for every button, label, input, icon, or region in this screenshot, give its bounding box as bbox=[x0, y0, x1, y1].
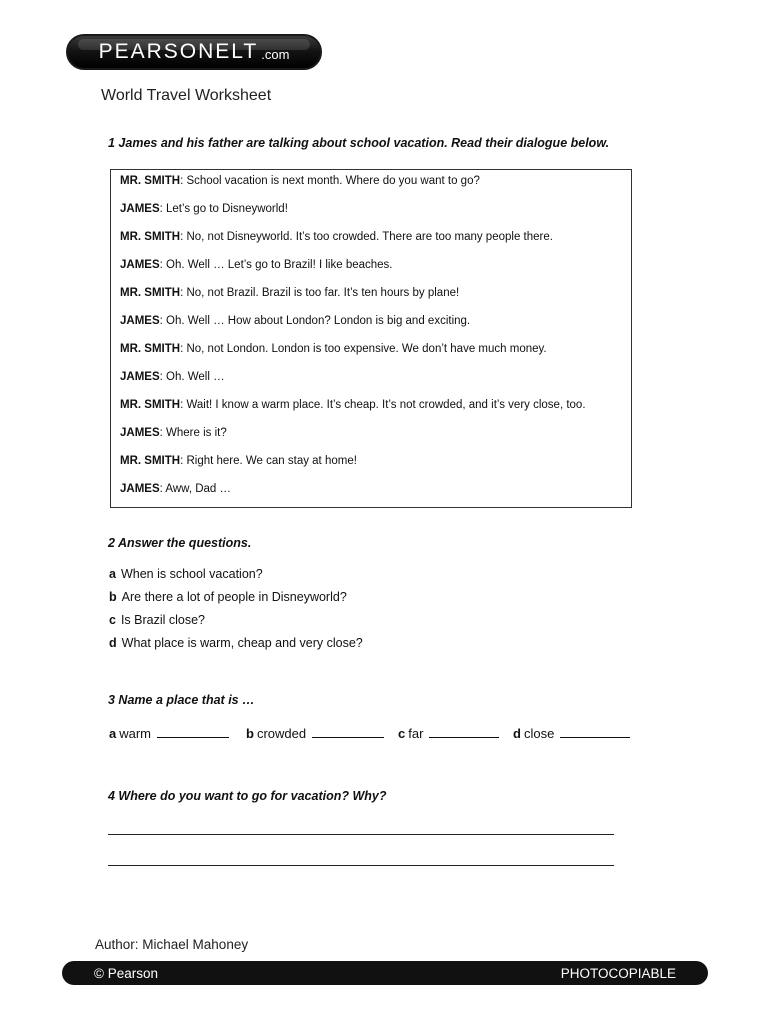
dialogue-line bbox=[120, 175, 480, 187]
question-letter: a bbox=[109, 567, 116, 581]
answer-blank[interactable] bbox=[157, 725, 229, 738]
item-word: warm bbox=[119, 726, 152, 741]
item-letter: b bbox=[246, 726, 254, 741]
question-letter: b bbox=[109, 590, 117, 604]
dialogue-text: : Let’s go to Disneyworld! bbox=[159, 203, 288, 215]
item-word: far bbox=[408, 726, 424, 741]
speaker-name: JAMES bbox=[120, 427, 160, 439]
item-word: crowded bbox=[256, 726, 307, 741]
speaker-name: MR. SMITH bbox=[120, 399, 181, 411]
dialogue-line bbox=[120, 483, 231, 495]
question-item bbox=[109, 613, 205, 627]
fill-item bbox=[109, 725, 229, 741]
question-text: What place is warm, cheap and very close? bbox=[121, 636, 363, 650]
dialogue-text: : Wait! I know a warm place. It’s cheap. It’s not crowded, and it’s very close, too. bbox=[180, 399, 586, 411]
speaker-name: MR. SMITH bbox=[120, 287, 181, 299]
dialogue-line bbox=[120, 455, 357, 467]
speaker-name: JAMES bbox=[120, 259, 160, 271]
speaker-name: JAMES bbox=[120, 203, 160, 215]
question-text: When is school vacation? bbox=[120, 567, 263, 581]
speaker-name: MR. SMITH bbox=[120, 343, 181, 355]
question-item bbox=[109, 636, 363, 650]
speaker-name: JAMES bbox=[120, 483, 160, 495]
question-item bbox=[109, 590, 347, 604]
section-2-heading: 2 Answer the questions. bbox=[108, 536, 252, 550]
dialogue-line bbox=[120, 427, 227, 439]
item-letter: c bbox=[398, 726, 406, 741]
fill-item bbox=[398, 725, 499, 741]
speaker-name: MR. SMITH bbox=[120, 455, 181, 467]
section-1-heading: 1 James and his father are talking about school vacation. Read their dialogue below. bbox=[108, 136, 610, 150]
logo-suffix: .com bbox=[261, 46, 290, 62]
question-text: Are there a lot of people in Disneyworld? bbox=[121, 590, 347, 604]
dialogue-line bbox=[120, 231, 553, 243]
answer-blank[interactable] bbox=[429, 725, 499, 738]
dialogue-line bbox=[120, 343, 547, 355]
dialogue-line bbox=[120, 399, 586, 411]
author-credit: Author: Michael Mahoney bbox=[95, 937, 249, 952]
footer-bar bbox=[62, 961, 708, 985]
speaker-name: JAMES bbox=[120, 315, 160, 327]
answer-line[interactable] bbox=[108, 865, 614, 866]
section-4-heading: 4 Where do you want to go for vacation? Why? bbox=[108, 789, 387, 803]
copyright-text: © Pearson bbox=[94, 965, 158, 981]
dialogue-text: : No, not Disneyworld. It’s too crowded. There are too many people there. bbox=[180, 231, 553, 243]
question-letter: c bbox=[109, 613, 116, 627]
dialogue-line bbox=[120, 287, 459, 299]
fill-item bbox=[246, 725, 384, 741]
section-3-heading: 3 Name a place that is … bbox=[108, 693, 255, 707]
dialogue-text: : Oh. Well … How about London? London is big and exciting. bbox=[159, 315, 471, 327]
dialogue-line bbox=[120, 371, 225, 383]
dialogue-line bbox=[120, 259, 393, 271]
item-letter: a bbox=[109, 726, 117, 741]
dialogue-text: : Aww, Dad … bbox=[159, 483, 232, 495]
dialogue-text: : No, not London. London is too expensive. We don’t have much money. bbox=[180, 343, 547, 355]
photocopiable-label: PHOTOCOPIABLE bbox=[560, 965, 676, 981]
fill-item bbox=[513, 725, 630, 741]
dialogue-text: : Right here. We can stay at home! bbox=[180, 455, 357, 467]
dialogue-text: : Oh. Well … bbox=[159, 371, 225, 383]
item-letter: d bbox=[513, 726, 521, 741]
dialogue-line bbox=[120, 315, 470, 327]
question-letter: d bbox=[109, 636, 117, 650]
speaker-name: MR. SMITH bbox=[120, 175, 181, 187]
publisher-logo bbox=[66, 34, 322, 70]
logo-text: PEARSONELT bbox=[98, 40, 259, 63]
dialogue-text: : School vacation is next month. Where do you want to go? bbox=[180, 175, 480, 187]
answer-blank[interactable] bbox=[560, 725, 630, 738]
speaker-name: MR. SMITH bbox=[120, 231, 181, 243]
speaker-name: JAMES bbox=[120, 371, 160, 383]
question-item bbox=[109, 567, 263, 581]
dialogue-text: : Where is it? bbox=[159, 427, 227, 439]
worksheet-title: World Travel Worksheet bbox=[101, 87, 272, 104]
question-text: Is Brazil close? bbox=[120, 613, 206, 627]
dialogue-text: : Oh. Well … Let’s go to Brazil! I like beaches. bbox=[159, 259, 393, 271]
dialogue-line bbox=[120, 203, 288, 215]
item-word: close bbox=[523, 726, 555, 741]
answer-blank[interactable] bbox=[312, 725, 384, 738]
answer-line[interactable] bbox=[108, 834, 614, 835]
dialogue-box bbox=[110, 169, 632, 508]
dialogue-text: : No, not Brazil. Brazil is too far. It’s ten hours by plane! bbox=[180, 287, 460, 299]
